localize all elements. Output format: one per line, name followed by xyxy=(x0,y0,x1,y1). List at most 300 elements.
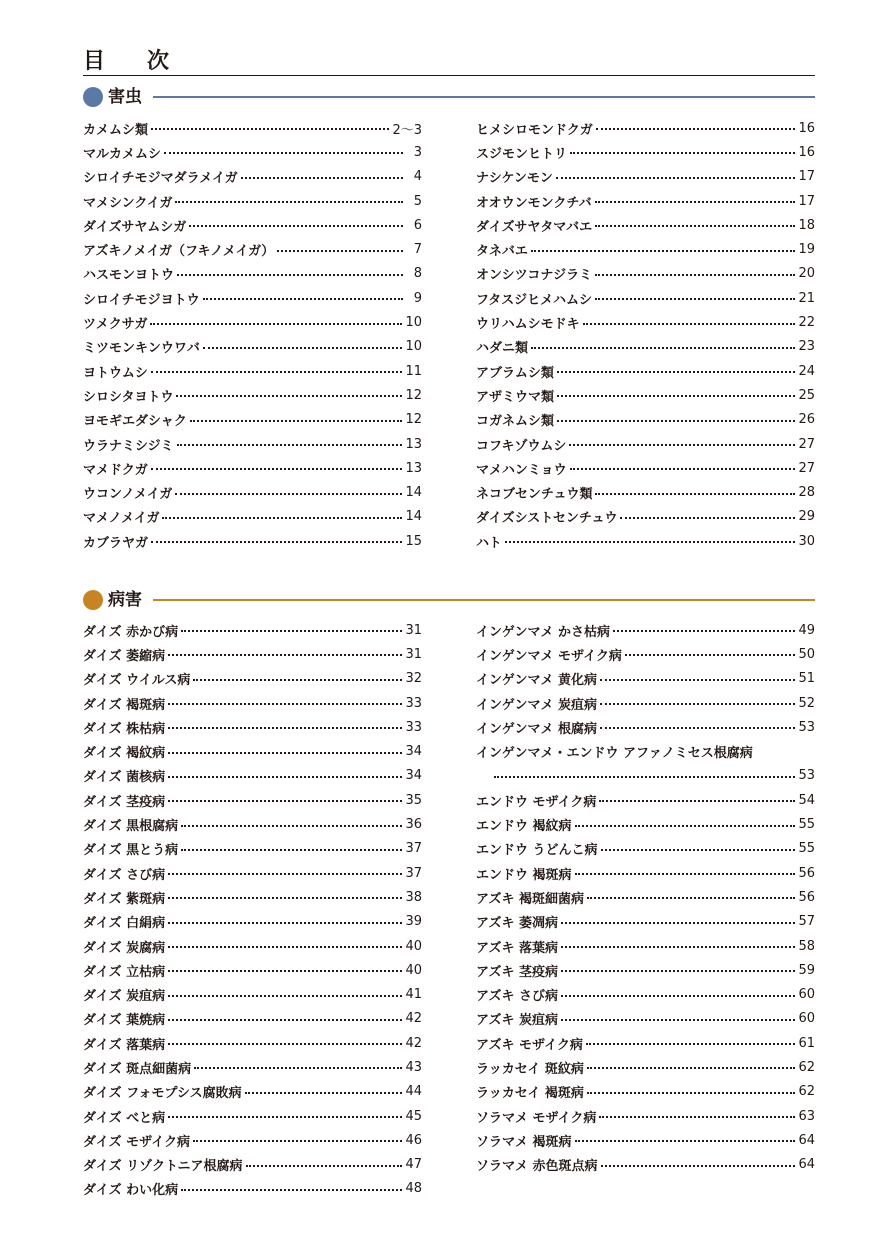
dot-leader xyxy=(175,201,403,203)
toc-entry[interactable] xyxy=(476,383,815,407)
toc-entry-page: 34 xyxy=(405,768,422,784)
section-title: 害虫 xyxy=(108,87,142,107)
dot-leader xyxy=(246,1165,403,1167)
toc-entry-title: ダイズ 黒とう病 xyxy=(83,843,179,859)
toc-entry-page: 27 xyxy=(798,460,815,476)
toc-entry-title: ダイズ 菌核病 xyxy=(83,770,166,786)
section-rule xyxy=(153,96,815,98)
toc-entry[interactable] xyxy=(476,237,815,261)
dot-leader xyxy=(557,395,795,397)
toc-entry-title: ダイズ 炭腐病 xyxy=(83,940,166,956)
toc-entry[interactable] xyxy=(476,715,815,739)
toc-entry[interactable] xyxy=(476,140,815,164)
toc-entry-page: 62 xyxy=(798,1059,815,1075)
dot-leader xyxy=(505,541,796,543)
toc-entry-page: 10 xyxy=(405,339,422,355)
toc-entry-page: 47 xyxy=(405,1157,422,1173)
dot-leader xyxy=(595,225,795,227)
toc-entry[interactable] xyxy=(83,286,422,310)
dot-leader xyxy=(557,420,795,422)
dot-leader xyxy=(531,250,796,252)
toc-entry-title: ダイズシストセンチュウ xyxy=(476,511,618,527)
toc-entry[interactable] xyxy=(83,1055,422,1079)
toc-entry[interactable] xyxy=(476,1104,815,1128)
toc-entry[interactable] xyxy=(476,764,815,788)
dot-leader xyxy=(168,1043,402,1045)
dot-leader xyxy=(600,703,795,705)
toc-entry[interactable] xyxy=(476,618,815,642)
toc-entry-title: ラッカセイ 褐斑病 xyxy=(476,1086,584,1102)
toc-entry-title: ダイズ わい化病 xyxy=(83,1183,179,1199)
toc-entry-page: 49 xyxy=(798,622,815,638)
toc-entry[interactable] xyxy=(476,788,815,812)
toc-entry[interactable] xyxy=(476,1128,815,1152)
dot-leader xyxy=(561,1019,795,1021)
toc-entry-page: 54 xyxy=(798,792,815,808)
toc-entry-title: ダイズ 立枯病 xyxy=(83,964,166,980)
toc-entry-title: インゲンマメ 根腐病 xyxy=(476,721,598,737)
dot-leader xyxy=(494,776,795,778)
toc-entry[interactable] xyxy=(476,529,815,553)
toc-entry-title: インゲンマメ・エンドウ アファノミセス根腐病 xyxy=(476,746,753,762)
toc-entry-title: ダイズ 萎縮病 xyxy=(83,648,166,664)
diseases-column-left xyxy=(83,618,422,1201)
dot-leader xyxy=(168,1019,402,1021)
dot-leader xyxy=(151,468,403,470)
dot-leader xyxy=(245,1092,403,1094)
toc-entry[interactable] xyxy=(83,140,422,164)
toc-entry-page: 45 xyxy=(405,1108,422,1124)
toc-entry-page: 8 xyxy=(413,266,422,282)
dot-leader xyxy=(193,679,402,681)
dot-leader xyxy=(595,274,795,276)
toc-entry-title: ダイズ 株枯病 xyxy=(83,721,166,737)
toc-entry-page: 7 xyxy=(413,242,422,258)
dot-leader xyxy=(168,727,402,729)
toc-entry-page: 12 xyxy=(405,387,422,403)
toc-entry[interactable] xyxy=(476,505,815,529)
toc-entry[interactable] xyxy=(83,642,422,666)
toc-entry-page: 58 xyxy=(798,938,815,954)
dot-leader xyxy=(625,654,796,656)
toc-entry-page: 62 xyxy=(798,1084,815,1100)
page-title: 目 次 xyxy=(83,49,180,74)
toc-entry-title: エンドウ モザイク病 xyxy=(476,794,597,810)
toc-entry[interactable] xyxy=(476,910,815,934)
toc-entry-title: ダイズ モザイク病 xyxy=(83,1134,190,1150)
toc-entry-title: オオウンモンクチバ xyxy=(476,195,592,211)
toc-entry[interactable] xyxy=(83,667,422,691)
toc-entry[interactable] xyxy=(83,310,422,334)
toc-entry-page: 55 xyxy=(798,817,815,833)
toc-entry-page: 3 xyxy=(413,144,422,160)
dot-leader xyxy=(561,946,795,948)
toc-entry-page: 37 xyxy=(405,841,422,857)
toc-entry-title: ダイズ リゾクトニア根腐病 xyxy=(83,1159,243,1175)
toc-entry-page: 29 xyxy=(798,509,815,525)
dot-leader xyxy=(168,970,402,972)
toc-entry[interactable] xyxy=(83,958,422,982)
dot-leader xyxy=(164,152,403,154)
dot-leader xyxy=(181,630,402,632)
dot-leader xyxy=(587,1092,796,1094)
dot-leader xyxy=(181,825,402,827)
toc-entry-page: 14 xyxy=(405,485,422,501)
toc-entry-title: ソラマメ モザイク病 xyxy=(476,1110,597,1126)
toc-entry-title: インゲンマメ 黄化病 xyxy=(476,673,598,689)
toc-entry-title: カブラヤガ xyxy=(83,535,149,551)
toc-entry-title: ラッカセイ 斑紋病 xyxy=(476,1061,584,1077)
toc-entry-page: 27 xyxy=(798,436,815,452)
toc-entry[interactable] xyxy=(476,1080,815,1104)
toc-entry[interactable] xyxy=(83,237,422,261)
toc-entry[interactable] xyxy=(476,837,815,861)
toc-entry-page: 2〜3 xyxy=(392,122,422,138)
dot-leader xyxy=(575,873,796,875)
toc-entry[interactable] xyxy=(83,383,422,407)
dot-leader xyxy=(557,371,796,373)
dot-leader xyxy=(203,298,403,300)
toc-entry-page: 36 xyxy=(405,817,422,833)
toc-entry[interactable] xyxy=(83,788,422,812)
dot-leader xyxy=(531,347,795,349)
toc-entry[interactable] xyxy=(476,480,815,504)
dot-leader xyxy=(168,873,402,875)
dot-leader xyxy=(596,128,796,130)
toc-entry-page: 5 xyxy=(413,193,422,209)
toc-entry-title: ウリハムシモドキ xyxy=(476,317,580,333)
toc-entry[interactable] xyxy=(476,359,815,383)
dot-leader xyxy=(601,1165,796,1167)
toc-entry[interactable] xyxy=(476,1153,815,1177)
toc-entry-page: 19 xyxy=(798,242,815,258)
toc-entry-title: ネコブセンチュウ類 xyxy=(476,487,593,503)
toc-entry-page: 40 xyxy=(405,938,422,954)
dot-leader xyxy=(162,517,402,519)
dot-leader xyxy=(168,654,402,656)
toc-entry[interactable] xyxy=(476,165,815,189)
toc-entry[interactable] xyxy=(83,1007,422,1031)
toc-entry-page: 56 xyxy=(798,865,815,881)
toc-entry-page: 12 xyxy=(405,412,422,428)
toc-entry[interactable] xyxy=(476,691,815,715)
toc-entry-page: 16 xyxy=(798,120,815,136)
toc-entry-title: ダイズ 茎疫病 xyxy=(83,794,166,810)
dot-leader xyxy=(613,630,795,632)
toc-entry-page: 13 xyxy=(405,460,422,476)
dot-leader xyxy=(151,541,402,543)
dot-leader xyxy=(190,420,403,422)
toc-entry-page: 23 xyxy=(798,339,815,355)
toc-entry-page: 39 xyxy=(405,914,422,930)
toc-entry-page: 64 xyxy=(798,1157,815,1173)
toc-entry-page: 57 xyxy=(798,914,815,930)
toc-entry-page: 31 xyxy=(405,646,422,662)
toc-entry-title: ハダニ類 xyxy=(476,341,529,357)
toc-entry-page: 22 xyxy=(798,315,815,331)
toc-entry[interactable] xyxy=(83,739,422,763)
toc-entry-title: マメノメイガ xyxy=(83,511,160,527)
toc-entry-page: 53 xyxy=(798,719,815,735)
dot-leader xyxy=(189,225,403,227)
dot-leader xyxy=(151,128,389,130)
dot-leader xyxy=(168,897,402,899)
toc-entry-page: 16 xyxy=(798,144,815,160)
toc-entry[interactable] xyxy=(83,480,422,504)
dot-leader xyxy=(561,970,795,972)
toc-entry-page: 10 xyxy=(405,315,422,331)
toc-entry-title: ダイズ 落葉病 xyxy=(83,1037,166,1053)
section-title: 病害 xyxy=(108,590,142,610)
toc-entry-title: シロイチモジマダラメイガ xyxy=(83,171,238,187)
dot-leader xyxy=(587,897,795,899)
dot-leader xyxy=(168,1116,402,1118)
toc-entry-title: シロシタヨトウ xyxy=(83,389,174,405)
dot-leader xyxy=(575,1140,796,1142)
dot-leader xyxy=(620,517,795,519)
dot-leader xyxy=(595,298,795,300)
toc-entry-page: 25 xyxy=(798,387,815,403)
toc-entry-page: 60 xyxy=(798,987,815,1003)
toc-entry[interactable] xyxy=(83,691,422,715)
toc-entry[interactable] xyxy=(476,934,815,958)
toc-entry-title: カメムシ類 xyxy=(83,122,149,138)
toc-entry-title: マメシンクイガ xyxy=(83,195,173,211)
toc-entry-title: フタスジヒメハムシ xyxy=(476,292,592,308)
toc-entry[interactable] xyxy=(83,1177,422,1201)
toc-entry[interactable] xyxy=(83,505,422,529)
toc-entry[interactable] xyxy=(476,1007,815,1031)
dot-leader xyxy=(168,995,402,997)
dot-leader xyxy=(150,323,402,325)
toc-entry[interactable] xyxy=(83,764,422,788)
toc-entry[interactable] xyxy=(83,1080,422,1104)
toc-entry-title: ダイズ ウイルス病 xyxy=(83,673,191,689)
toc-entry-page: 61 xyxy=(798,1035,815,1051)
toc-entry-title: ナシケンモン xyxy=(476,171,553,187)
toc-entry[interactable] xyxy=(476,456,815,480)
toc-entry-title: ダイズ 褐斑病 xyxy=(83,697,166,713)
toc-entry-title: アズキノメイガ（フキノメイガ） xyxy=(83,244,275,260)
toc-entry-title: ダイズ 葉焼病 xyxy=(83,1013,166,1029)
toc-entry[interactable] xyxy=(83,116,422,140)
dot-leader xyxy=(561,922,795,924)
toc-entry-page: 55 xyxy=(798,841,815,857)
toc-entry[interactable] xyxy=(476,262,815,286)
toc-entry[interactable] xyxy=(83,1104,422,1128)
toc-entry-page: 26 xyxy=(798,412,815,428)
dot-leader xyxy=(583,323,796,325)
toc-entry[interactable] xyxy=(83,837,422,861)
toc-entry-title: オンシツコナジラミ xyxy=(476,268,593,284)
toc-entry[interactable] xyxy=(476,335,815,359)
toc-entry-title: アズキ 落葉病 xyxy=(476,940,559,956)
toc-entry-title: アザミウマ類 xyxy=(476,389,555,405)
toc-entry[interactable] xyxy=(83,213,422,237)
toc-entry-title: ミツモンキンウワバ xyxy=(83,341,200,357)
dot-leader xyxy=(181,849,402,851)
toc-entry-page: 13 xyxy=(405,436,422,452)
toc-entry-title: ダイズサヤムシガ xyxy=(83,219,187,235)
dot-leader xyxy=(203,347,403,349)
dot-leader xyxy=(587,1067,796,1069)
toc-entry-title: ヨトウムシ xyxy=(83,365,148,381)
toc-entry-title: マメハンミョウ xyxy=(476,462,567,478)
toc-entry-title: ハト xyxy=(476,535,502,551)
dot-leader xyxy=(601,849,796,851)
dot-leader xyxy=(586,1043,796,1045)
toc-entry[interactable] xyxy=(83,715,422,739)
toc-entry-title: ウコンノメイガ xyxy=(83,487,173,503)
toc-entry-title: アズキ 萎凋病 xyxy=(476,916,559,932)
section-rule xyxy=(153,599,815,601)
dot-leader xyxy=(277,250,403,252)
diseases-column-right xyxy=(476,618,815,1177)
toc-entry[interactable] xyxy=(476,432,815,456)
dot-leader xyxy=(599,800,795,802)
toc-entry[interactable] xyxy=(83,408,422,432)
dot-leader xyxy=(175,493,402,495)
toc-entry-title: ダイズ 黒根腐病 xyxy=(83,819,179,835)
toc-entry[interactable] xyxy=(476,408,815,432)
toc-entry[interactable] xyxy=(83,982,422,1006)
toc-entry-page: 17 xyxy=(798,169,815,185)
toc-entry-title: インゲンマメ 炭疽病 xyxy=(476,697,598,713)
toc-entry-page: 34 xyxy=(405,744,422,760)
toc-entry[interactable] xyxy=(476,885,815,909)
dot-leader xyxy=(570,152,795,154)
toc-entry-page: 46 xyxy=(405,1132,422,1148)
toc-entry[interactable] xyxy=(83,1153,422,1177)
dot-leader xyxy=(168,922,402,924)
dot-leader xyxy=(241,177,403,179)
toc-entry-page: 33 xyxy=(405,719,422,735)
dot-leader xyxy=(168,946,402,948)
toc-entry-page: 43 xyxy=(405,1059,422,1075)
toc-entry[interactable] xyxy=(83,910,422,934)
toc-entry-title: ソラマメ 赤色斑点病 xyxy=(476,1159,598,1175)
title-rule xyxy=(83,75,815,76)
toc-entry[interactable] xyxy=(476,812,815,836)
toc-entry[interactable] xyxy=(476,861,815,885)
toc-entry[interactable] xyxy=(83,1128,422,1152)
toc-entry-title: コガネムシ類 xyxy=(476,414,555,430)
toc-entry[interactable] xyxy=(476,667,815,691)
toc-entry-title: マルカメムシ xyxy=(83,146,162,162)
toc-entry[interactable] xyxy=(83,262,422,286)
toc-entry-title: ウラナミシジミ xyxy=(83,438,174,454)
toc-entry-title: ダイズ さび病 xyxy=(83,867,166,883)
toc-entry-page: 31 xyxy=(405,622,422,638)
toc-entry-page: 64 xyxy=(798,1132,815,1148)
toc-entry[interactable] xyxy=(476,1031,815,1055)
toc-entry-title: コフキゾウムシ xyxy=(476,438,567,454)
toc-entry-title: アズキ 炭疽病 xyxy=(476,1013,559,1029)
toc-entry-page: 30 xyxy=(798,533,815,549)
toc-entry[interactable] xyxy=(83,432,422,456)
dot-leader xyxy=(168,703,402,705)
toc-entry[interactable] xyxy=(476,642,815,666)
dot-leader xyxy=(168,800,402,802)
dot-leader xyxy=(176,395,402,397)
toc-entry-page: 21 xyxy=(798,290,815,306)
toc-entry[interactable] xyxy=(83,812,422,836)
toc-entry-title: マメドクガ xyxy=(83,462,148,478)
toc-entry-page: 32 xyxy=(405,671,422,687)
toc-entry-title: ヨモギエダシャク xyxy=(83,414,187,430)
toc-entry[interactable] xyxy=(476,286,815,310)
pests-column-left xyxy=(83,116,422,553)
toc-entry-title: スジモンヒトリ xyxy=(476,146,568,162)
toc-entry[interactable] xyxy=(83,335,422,359)
toc-entry-page: 24 xyxy=(798,363,815,379)
section-bullet-icon xyxy=(83,87,103,107)
toc-entry[interactable] xyxy=(476,958,815,982)
toc-entry-page: 56 xyxy=(798,889,815,905)
toc-entry-page: 33 xyxy=(405,695,422,711)
toc-entry-page: 60 xyxy=(798,1011,815,1027)
toc-entry-title: ハスモンヨトウ xyxy=(83,268,175,284)
toc-entry-page: 17 xyxy=(798,193,815,209)
dot-leader xyxy=(177,444,403,446)
toc-entry-title: ダイズ 褐紋病 xyxy=(83,746,166,762)
toc-entry[interactable] xyxy=(476,116,815,140)
toc-entry-title: ダイズ 炭疽病 xyxy=(83,989,166,1005)
toc-entry-title: ダイズ 白絹病 xyxy=(83,916,166,932)
toc-entry[interactable] xyxy=(83,861,422,885)
toc-entry-page: 40 xyxy=(405,962,422,978)
toc-entry[interactable] xyxy=(83,456,422,480)
dot-leader xyxy=(600,679,795,681)
toc-entry[interactable] xyxy=(476,189,815,213)
toc-entry[interactable] xyxy=(476,1055,815,1079)
toc-entry[interactable] xyxy=(83,885,422,909)
dot-leader xyxy=(570,468,796,470)
dot-leader xyxy=(561,995,795,997)
toc-entry[interactable] xyxy=(476,739,815,763)
toc-entry-page: 18 xyxy=(798,217,815,233)
toc-entry-title: アズキ 褐斑細菌病 xyxy=(476,891,585,907)
toc-entry-title: アブラムシ類 xyxy=(476,365,554,381)
toc-entry[interactable] xyxy=(476,310,815,334)
toc-entry[interactable] xyxy=(83,1031,422,1055)
section-bullet-icon xyxy=(83,590,103,610)
toc-entry-page: 50 xyxy=(798,646,815,662)
dot-leader xyxy=(599,1116,795,1118)
toc-entry[interactable] xyxy=(83,359,422,383)
toc-entry-page: 42 xyxy=(405,1011,422,1027)
toc-entry-title: ダイズ 赤かび病 xyxy=(83,624,179,640)
toc-entry[interactable] xyxy=(476,213,815,237)
toc-entry-page: 59 xyxy=(798,962,815,978)
toc-entry[interactable] xyxy=(83,189,422,213)
toc-entry[interactable] xyxy=(476,982,815,1006)
toc-entry-page: 37 xyxy=(405,865,422,881)
toc-entry[interactable] xyxy=(83,618,422,642)
dot-leader xyxy=(193,1140,402,1142)
toc-entry-page: 20 xyxy=(798,266,815,282)
toc-entry-title: ダイズサヤタマバエ xyxy=(476,219,593,235)
toc-entry-page: 15 xyxy=(405,533,422,549)
toc-entry-page: 14 xyxy=(405,509,422,525)
toc-entry-title: インゲンマメ かさ枯病 xyxy=(476,624,611,640)
toc-entry[interactable] xyxy=(83,529,422,553)
toc-entry[interactable] xyxy=(83,934,422,958)
toc-entry-page: 52 xyxy=(798,695,815,711)
toc-entry-page: 53 xyxy=(798,768,815,784)
toc-entry[interactable] xyxy=(83,165,422,189)
toc-entry-title: ツメクサガ xyxy=(83,317,148,333)
